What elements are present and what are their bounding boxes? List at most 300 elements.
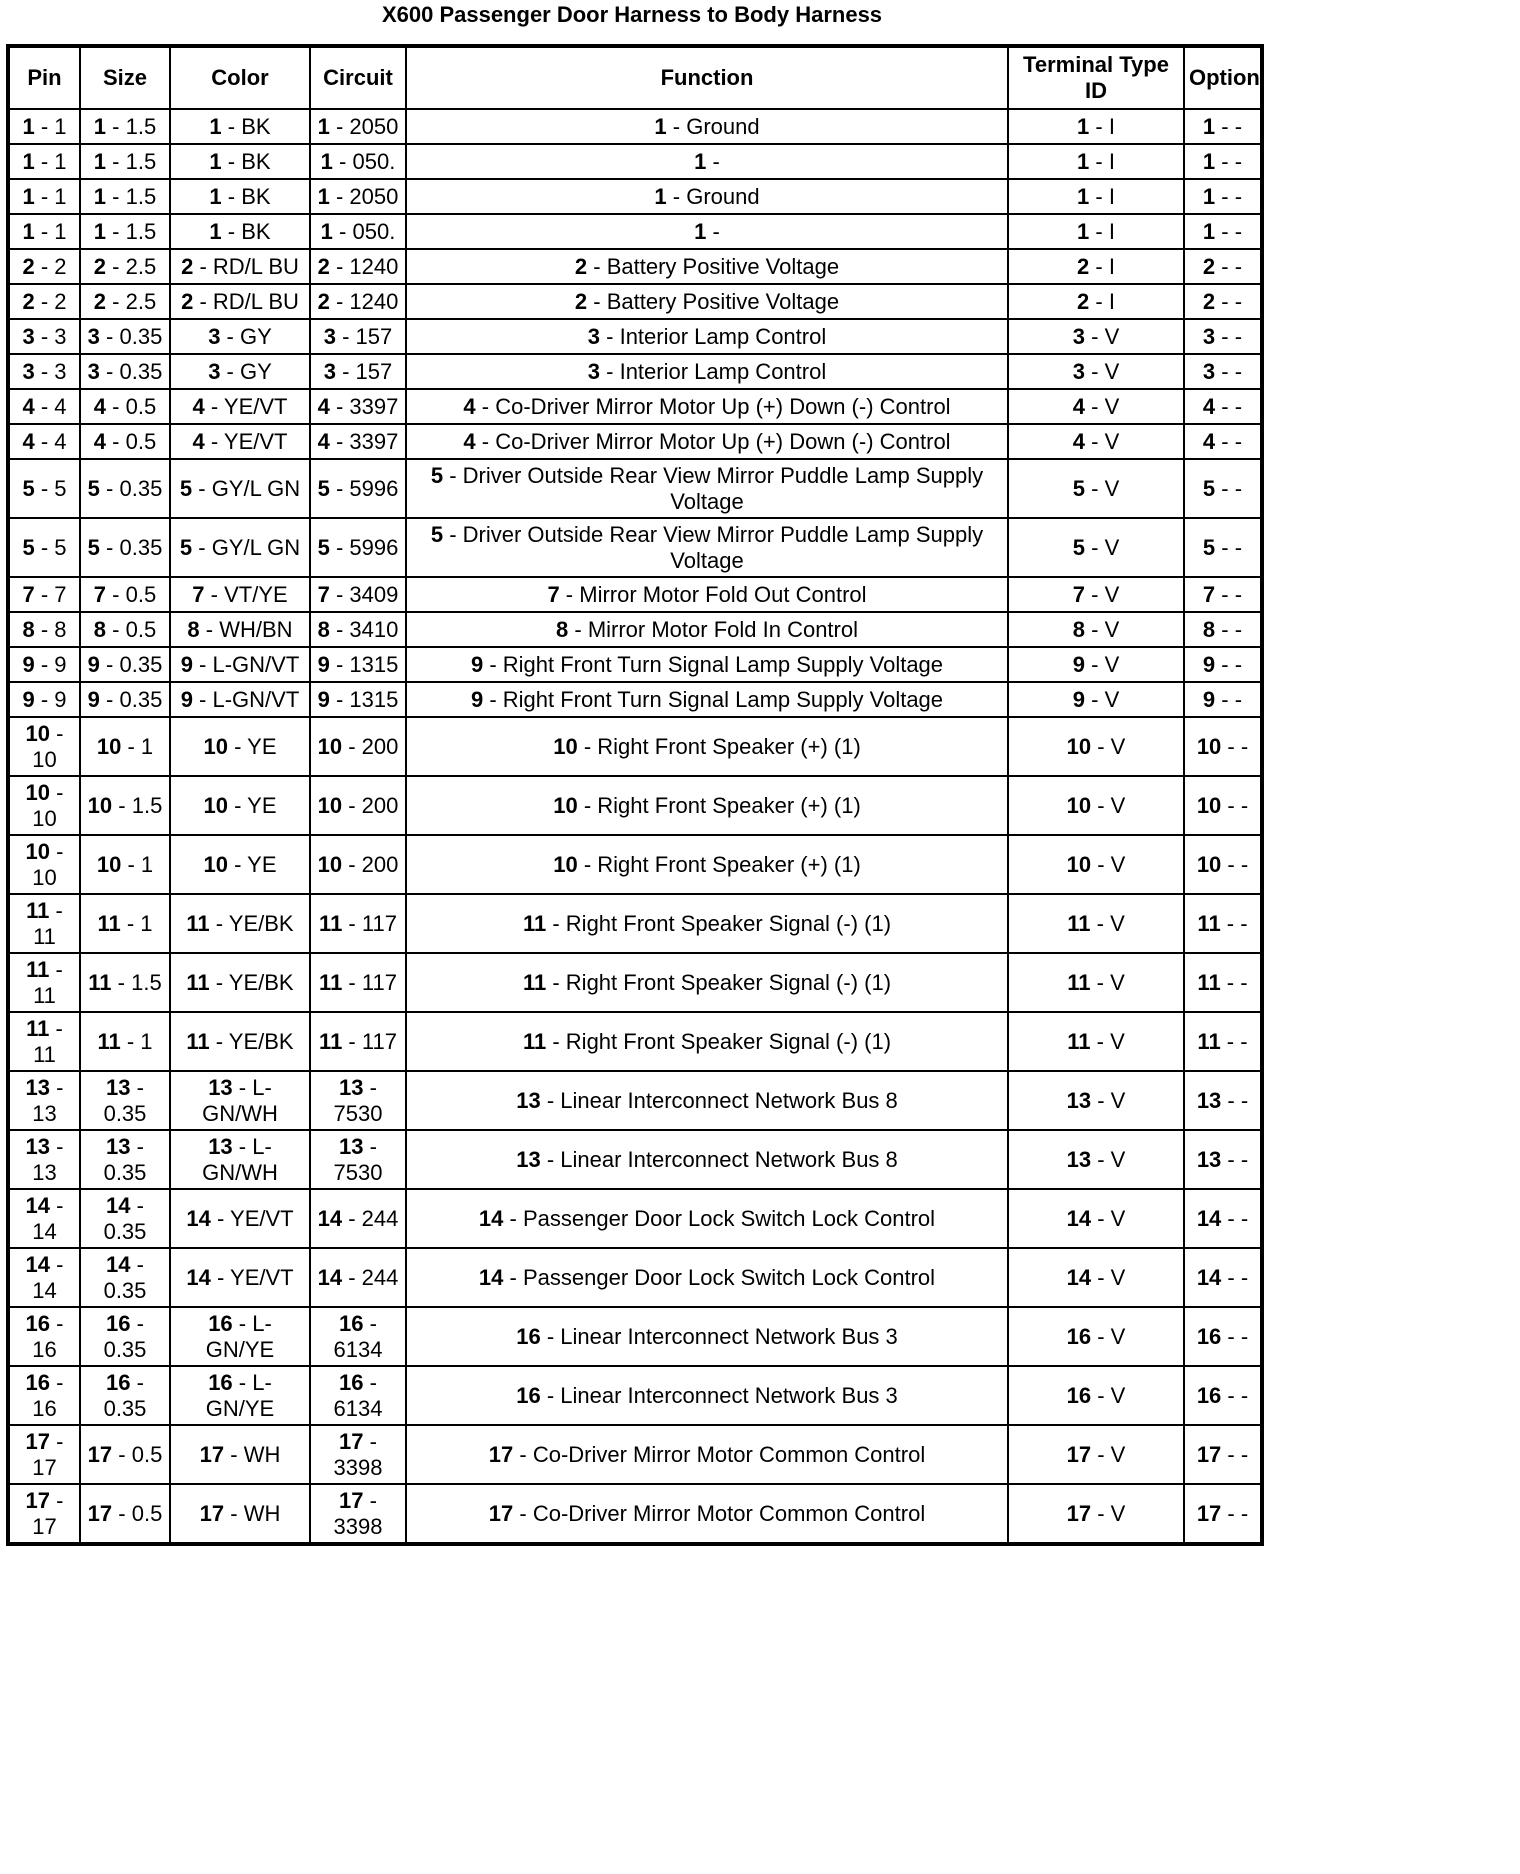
size-number: 2 xyxy=(93,288,107,314)
cell-option xyxy=(1184,1071,1262,1130)
size-number: 1 xyxy=(93,218,107,244)
pin-separator: - xyxy=(50,1310,64,1336)
function-separator: - xyxy=(540,1087,561,1113)
cell-pin xyxy=(8,835,80,894)
cell-circuit xyxy=(310,179,406,214)
pin-separator: - xyxy=(34,183,55,209)
cell-option xyxy=(1184,1248,1262,1307)
option-number: 7 xyxy=(1202,581,1216,607)
terminal-type-value: V xyxy=(1104,475,1120,501)
pin-value: 3 xyxy=(54,358,67,384)
cell-size xyxy=(80,1307,170,1366)
size-separator: - xyxy=(130,1310,144,1336)
function-number: 2 xyxy=(574,253,588,279)
function-number: 13 xyxy=(516,1146,541,1172)
circuit-number: 13 xyxy=(339,1133,364,1159)
circuit-value: 200 xyxy=(361,733,399,759)
cell-option xyxy=(1184,354,1262,389)
circuit-separator: - xyxy=(329,686,350,712)
size-number: 4 xyxy=(93,393,107,419)
circuit-number: 17 xyxy=(339,1428,364,1454)
function-separator: - xyxy=(577,733,598,759)
circuit-number: 1 xyxy=(317,183,330,209)
circuit-separator: - xyxy=(363,1074,377,1100)
size-value: 1.5 xyxy=(125,113,157,139)
circuit-value: 1315 xyxy=(349,651,399,677)
color-separator: - xyxy=(199,616,220,642)
size-number: 9 xyxy=(87,651,100,677)
pin-number: 4 xyxy=(22,428,35,454)
color-number: 14 xyxy=(186,1264,211,1290)
table-row xyxy=(8,459,1262,518)
circuit-number: 16 xyxy=(339,1369,364,1395)
color-value: YE/BK xyxy=(228,910,294,936)
cell-pin xyxy=(8,647,80,682)
size-number: 13 xyxy=(106,1074,131,1100)
circuit-value: 3398 xyxy=(333,1513,383,1539)
terminal-type-separator: - xyxy=(1085,686,1105,712)
pin-value: 5 xyxy=(54,475,67,501)
cell-pin xyxy=(8,179,80,214)
table-row xyxy=(8,1425,1262,1484)
cell-circuit xyxy=(310,1484,406,1544)
function-separator: - xyxy=(513,1441,533,1467)
size-number: 17 xyxy=(87,1500,113,1526)
cell-circuit xyxy=(310,1307,406,1366)
option-separator: - xyxy=(1215,218,1235,244)
circuit-number: 1 xyxy=(317,113,330,139)
cell-terminal-type xyxy=(1008,389,1184,424)
function-value: Linear Interconnect Network Bus 8 xyxy=(560,1146,898,1172)
cell-option xyxy=(1184,953,1262,1012)
option-value: - xyxy=(1234,323,1243,349)
cell-size xyxy=(80,459,170,518)
pin-number: 17 xyxy=(25,1487,51,1513)
pin-number: 11 xyxy=(26,1015,50,1041)
pin-number: 13 xyxy=(25,1133,51,1159)
cell-pin xyxy=(8,1071,80,1130)
option-number: 16 xyxy=(1196,1323,1222,1349)
circuit-value: 5996 xyxy=(349,534,399,560)
option-separator: - xyxy=(1215,148,1235,174)
size-separator: - xyxy=(130,1369,144,1395)
circuit-value: 1240 xyxy=(349,253,399,279)
circuit-number: 2 xyxy=(317,288,330,314)
cell-color xyxy=(170,249,310,284)
size-value: 0.5 xyxy=(131,1500,163,1526)
color-number: 7 xyxy=(192,581,205,607)
function-separator: - xyxy=(559,581,580,607)
cell-circuit xyxy=(310,109,406,144)
color-value: L-GN/WH xyxy=(202,1074,278,1126)
size-separator: - xyxy=(99,358,120,384)
color-value: GY xyxy=(240,358,272,384)
function-number: 16 xyxy=(516,1382,541,1408)
terminal-type-value: I xyxy=(1108,148,1115,174)
table-row xyxy=(8,835,1262,894)
size-number: 14 xyxy=(106,1251,131,1277)
terminal-type-separator: - xyxy=(1085,323,1105,349)
cell-circuit xyxy=(310,518,406,577)
cell-pin xyxy=(8,459,80,518)
option-number: 11 xyxy=(1197,969,1221,995)
color-value: RD/L BU xyxy=(212,288,299,314)
color-separator: - xyxy=(209,910,229,936)
pin-separator: - xyxy=(50,1251,64,1277)
cell-terminal-type xyxy=(1008,1071,1184,1130)
terminal-type-value: V xyxy=(1110,733,1126,759)
terminal-type-number: 1 xyxy=(1077,218,1090,244)
cell-size xyxy=(80,214,170,249)
cell-color xyxy=(170,1366,310,1425)
function-number: 3 xyxy=(587,358,601,384)
size-number: 2 xyxy=(93,253,107,279)
cell-pin xyxy=(8,214,80,249)
size-separator: - xyxy=(121,851,141,877)
terminal-type-value: V xyxy=(1110,1146,1126,1172)
size-separator: - xyxy=(106,428,126,454)
cell-terminal-type xyxy=(1008,144,1184,179)
option-separator: - xyxy=(1215,475,1235,501)
size-value: 0.35 xyxy=(103,1100,147,1126)
color-number: 10 xyxy=(203,733,228,759)
terminal-type-number: 17 xyxy=(1066,1500,1092,1526)
function-number: 10 xyxy=(553,792,578,818)
color-number: 3 xyxy=(208,323,221,349)
color-value: GY/L GN xyxy=(211,475,301,501)
circuit-value: 244 xyxy=(361,1205,399,1231)
cell-size xyxy=(80,1012,170,1071)
color-number: 17 xyxy=(199,1500,225,1526)
cell-pin xyxy=(8,354,80,389)
terminal-type-value: V xyxy=(1110,1441,1126,1467)
cell-size xyxy=(80,577,170,612)
cell-function xyxy=(406,647,1008,682)
pin-separator: - xyxy=(50,1369,64,1395)
size-value: 0.35 xyxy=(119,358,163,384)
terminal-type-value: V xyxy=(1110,1500,1126,1526)
color-separator: - xyxy=(224,1500,244,1526)
color-number: 10 xyxy=(203,792,228,818)
circuit-value: 1240 xyxy=(349,288,399,314)
terminal-type-separator: - xyxy=(1091,851,1111,877)
color-separator: - xyxy=(209,969,229,995)
cell-function xyxy=(406,953,1008,1012)
color-value: YE/BK xyxy=(228,1028,294,1054)
cell-circuit xyxy=(310,682,406,717)
circuit-number: 3 xyxy=(323,358,336,384)
cell-color xyxy=(170,682,310,717)
terminal-type-separator: - xyxy=(1089,113,1109,139)
circuit-number: 10 xyxy=(317,851,343,877)
circuit-number: 5 xyxy=(317,475,330,501)
cell-terminal-type xyxy=(1008,1130,1184,1189)
terminal-type-value: V xyxy=(1104,686,1120,712)
cell-color xyxy=(170,144,310,179)
circuit-value: 3398 xyxy=(333,1454,383,1480)
terminal-type-number: 16 xyxy=(1066,1323,1092,1349)
pin-number: 4 xyxy=(22,393,35,419)
cell-size xyxy=(80,354,170,389)
color-value: YE xyxy=(247,733,277,759)
color-separator: - xyxy=(227,792,248,818)
circuit-separator: - xyxy=(342,792,362,818)
circuit-number: 2 xyxy=(317,253,330,279)
size-value: 0.5 xyxy=(131,1441,163,1467)
table-row xyxy=(8,612,1262,647)
function-separator: - xyxy=(513,1500,533,1526)
size-number: 1 xyxy=(93,113,107,139)
cell-function xyxy=(406,284,1008,319)
circuit-separator: - xyxy=(342,1264,362,1290)
color-separator: - xyxy=(193,288,213,314)
table-row xyxy=(8,214,1262,249)
cell-terminal-type xyxy=(1008,354,1184,389)
cell-color xyxy=(170,612,310,647)
circuit-separator: - xyxy=(329,616,350,642)
size-number: 11 xyxy=(97,1028,121,1054)
pin-value: 2 xyxy=(54,288,67,314)
size-number: 10 xyxy=(96,733,122,759)
cell-size xyxy=(80,179,170,214)
pin-separator: - xyxy=(34,581,55,607)
terminal-type-number: 10 xyxy=(1066,733,1092,759)
terminal-type-separator: - xyxy=(1091,1264,1111,1290)
terminal-type-value: I xyxy=(1108,253,1115,279)
circuit-separator: - xyxy=(342,969,362,995)
function-value: Co-Driver Mirror Motor Up (+) Down (-) Control xyxy=(495,428,951,454)
circuit-separator: - xyxy=(329,393,350,419)
cell-function xyxy=(406,1484,1008,1544)
column-header-circuit: Circuit xyxy=(310,46,406,109)
cell-pin xyxy=(8,1248,80,1307)
circuit-number: 8 xyxy=(317,616,330,642)
option-number: 1 xyxy=(1202,113,1216,139)
pin-number: 10 xyxy=(25,720,51,746)
color-value: L-GN/VT xyxy=(212,686,300,712)
function-value: Driver Outside Rear View Mirror Puddle Lamp Supply Voltage xyxy=(462,521,984,573)
cell-pin xyxy=(8,144,80,179)
cell-color xyxy=(170,1189,310,1248)
size-separator: - xyxy=(99,534,120,560)
circuit-separator: - xyxy=(329,534,350,560)
pin-separator: - xyxy=(49,897,63,923)
cell-color xyxy=(170,179,310,214)
cell-function xyxy=(406,144,1008,179)
table-row xyxy=(8,647,1262,682)
function-number: 11 xyxy=(522,969,547,995)
cell-option xyxy=(1184,647,1262,682)
size-separator: - xyxy=(112,1500,132,1526)
cell-color xyxy=(170,1130,310,1189)
cell-size xyxy=(80,249,170,284)
function-number: 1 xyxy=(654,183,667,209)
cell-circuit xyxy=(310,459,406,518)
option-separator: - xyxy=(1215,686,1235,712)
cell-color xyxy=(170,459,310,518)
circuit-value: 050. xyxy=(352,148,396,174)
circuit-value: 117 xyxy=(361,1028,397,1054)
function-separator: - xyxy=(503,1205,523,1231)
column-header-pin: Pin xyxy=(8,46,80,109)
circuit-number: 16 xyxy=(339,1310,364,1336)
function-value: Co-Driver Mirror Motor Up (+) Down (-) Control xyxy=(495,393,951,419)
cell-function xyxy=(406,612,1008,647)
cell-terminal-type xyxy=(1008,319,1184,354)
size-number: 4 xyxy=(93,428,107,454)
cell-circuit xyxy=(310,319,406,354)
color-value: RD/L BU xyxy=(212,253,299,279)
terminal-type-number: 13 xyxy=(1066,1146,1092,1172)
terminal-type-number: 2 xyxy=(1077,253,1090,279)
option-separator: - xyxy=(1221,1382,1241,1408)
pin-value: 10 xyxy=(32,746,57,772)
pin-value: 11 xyxy=(33,982,56,1008)
function-number: 10 xyxy=(553,851,578,877)
color-separator: - xyxy=(232,1369,253,1395)
terminal-type-separator: - xyxy=(1085,534,1105,560)
option-number: 11 xyxy=(1197,1028,1221,1054)
pin-number: 1 xyxy=(22,148,35,174)
cell-color xyxy=(170,835,310,894)
cell-function xyxy=(406,1248,1008,1307)
circuit-value: 5996 xyxy=(349,475,399,501)
cell-option xyxy=(1184,424,1262,459)
pin-value: 1 xyxy=(54,218,67,244)
table-row xyxy=(8,354,1262,389)
table-row xyxy=(8,1130,1262,1189)
size-separator: - xyxy=(106,393,126,419)
size-value: 0.35 xyxy=(103,1159,147,1185)
cell-pin xyxy=(8,612,80,647)
cell-terminal-type xyxy=(1008,894,1184,953)
color-value: L-GN/YE xyxy=(205,1310,275,1362)
size-separator: - xyxy=(112,792,132,818)
cell-size xyxy=(80,612,170,647)
cell-option xyxy=(1184,1366,1262,1425)
color-value: L-GN/VT xyxy=(212,651,300,677)
color-number: 17 xyxy=(199,1441,225,1467)
terminal-type-number: 9 xyxy=(1072,686,1085,712)
option-number: 9 xyxy=(1202,651,1216,677)
size-separator: - xyxy=(130,1074,144,1100)
circuit-number: 4 xyxy=(317,428,330,454)
option-separator: - xyxy=(1220,969,1241,995)
color-separator: - xyxy=(204,428,224,454)
function-number: 1 xyxy=(694,148,707,174)
function-value: Right Front Turn Signal Lamp Supply Voltage xyxy=(502,651,944,677)
pin-separator: - xyxy=(34,288,55,314)
option-separator: - xyxy=(1221,1500,1241,1526)
pin-number: 16 xyxy=(25,1310,51,1336)
option-separator: - xyxy=(1221,1264,1241,1290)
option-value: - xyxy=(1240,1087,1249,1113)
pin-value: 7 xyxy=(54,581,67,607)
terminal-type-value: I xyxy=(1108,113,1115,139)
option-value: - xyxy=(1234,686,1243,712)
size-value: 1.5 xyxy=(125,183,157,209)
cell-terminal-type xyxy=(1008,1189,1184,1248)
cell-pin xyxy=(8,319,80,354)
pin-separator: - xyxy=(34,323,55,349)
cell-circuit xyxy=(310,1425,406,1484)
table-row xyxy=(8,249,1262,284)
table-row xyxy=(8,424,1262,459)
circuit-number: 5 xyxy=(317,534,330,560)
color-value: YE/VT xyxy=(223,393,288,419)
size-separator: - xyxy=(106,183,126,209)
cell-terminal-type xyxy=(1008,1425,1184,1484)
terminal-type-number: 8 xyxy=(1072,616,1085,642)
cell-function xyxy=(406,354,1008,389)
size-separator: - xyxy=(106,253,126,279)
color-separator: - xyxy=(221,148,242,174)
cell-function xyxy=(406,776,1008,835)
terminal-type-number: 11 xyxy=(1067,969,1091,995)
pin-value: 16 xyxy=(32,1395,57,1421)
function-value: Linear Interconnect Network Bus 3 xyxy=(560,1323,898,1349)
cell-size xyxy=(80,682,170,717)
size-separator: - xyxy=(106,218,126,244)
size-value: 0.35 xyxy=(119,686,163,712)
pin-separator: - xyxy=(34,393,55,419)
option-number: 13 xyxy=(1196,1087,1222,1113)
terminal-type-separator: - xyxy=(1090,910,1111,936)
pin-number: 13 xyxy=(25,1074,51,1100)
column-header-color: Color xyxy=(170,46,310,109)
cell-color xyxy=(170,953,310,1012)
cell-option xyxy=(1184,612,1262,647)
option-number: 17 xyxy=(1196,1441,1222,1467)
color-number: 11 xyxy=(186,1028,210,1054)
circuit-value: 117 xyxy=(361,969,397,995)
pin-number: 9 xyxy=(22,651,35,677)
option-value: - xyxy=(1240,1323,1249,1349)
terminal-type-separator: - xyxy=(1085,475,1105,501)
function-value: Battery Positive Voltage xyxy=(606,253,840,279)
circuit-separator: - xyxy=(329,183,350,209)
cell-option xyxy=(1184,389,1262,424)
size-separator: - xyxy=(130,1192,144,1218)
cell-terminal-type xyxy=(1008,612,1184,647)
terminal-type-separator: - xyxy=(1085,616,1105,642)
circuit-number: 14 xyxy=(317,1264,343,1290)
option-number: 5 xyxy=(1202,475,1216,501)
option-value: - xyxy=(1234,183,1243,209)
cell-terminal-type xyxy=(1008,284,1184,319)
size-value: 0.5 xyxy=(125,581,157,607)
column-header-option: Option xyxy=(1184,46,1262,109)
color-number: 16 xyxy=(208,1310,233,1336)
size-number: 9 xyxy=(87,686,100,712)
option-number: 4 xyxy=(1202,428,1216,454)
function-separator: - xyxy=(600,323,620,349)
size-value: 0.35 xyxy=(119,534,163,560)
circuit-separator: - xyxy=(335,358,356,384)
size-value: 1 xyxy=(140,851,154,877)
option-number: 16 xyxy=(1196,1382,1222,1408)
color-separator: - xyxy=(204,393,224,419)
function-value: Mirror Motor Fold In Control xyxy=(587,616,858,642)
pin-number: 11 xyxy=(26,956,50,982)
color-separator: - xyxy=(232,1310,253,1336)
cell-color xyxy=(170,424,310,459)
option-value: - xyxy=(1240,1028,1248,1054)
color-number: 1 xyxy=(209,113,222,139)
function-separator: - xyxy=(540,1146,561,1172)
function-number: 7 xyxy=(547,581,560,607)
circuit-value: 3397 xyxy=(349,393,399,419)
